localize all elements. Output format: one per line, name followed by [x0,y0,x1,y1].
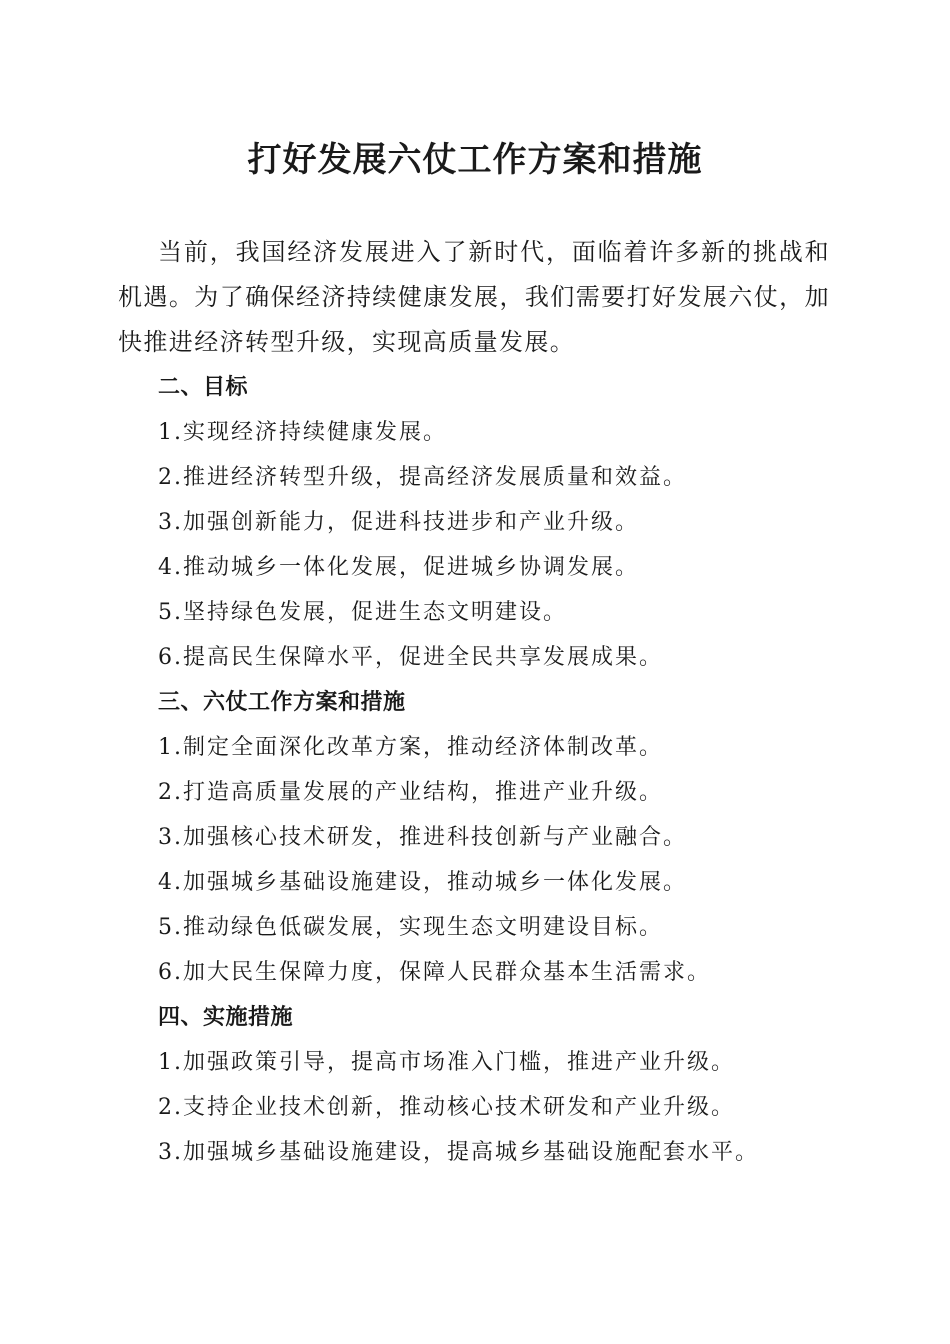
list-item: 3.加强城乡基础设施建设，提高城乡基础设施配套水平。 [158,1140,759,1165]
list-item: 2.推进经济转型升级，提高经济发展质量和效益。 [158,465,687,490]
intro-paragraph: 当前，我国经济发展进入了新时代，面临着许多新的挑战和机遇。为了确保经济持续健康发展，我们需要打好发展六仗，加快推进经济转型升级，实现高质量发展。 [118,238,830,356]
list-item: 6.加大民生保障力度，保障人民群众基本生活需求。 [158,960,711,985]
section-heading: 二、目标 [158,375,249,400]
list-item: 4.推动城乡一体化发展，促进城乡协调发展。 [158,555,639,580]
list-item: 1.制定全面深化改革方案，推动经济体制改革。 [158,735,663,760]
plans-list [118,725,830,995]
list-item: 4.加强城乡基础设施建设，推动城乡一体化发展。 [158,870,687,895]
list-item: 6.提高民生保障水平，促进全民共享发展成果。 [158,645,663,670]
goals-list [118,410,830,680]
section-implementation [118,995,830,1175]
document-body [118,230,830,1175]
list-item: 5.坚持绿色发展，促进生态文明建设。 [158,600,567,625]
implementation-list [118,1040,830,1175]
list-item: 2.打造高质量发展的产业结构，推进产业升级。 [158,780,663,805]
list-item: 2.支持企业技术创新，推动核心技术研发和产业升级。 [158,1095,735,1120]
list-item: 1.实现经济持续健康发展。 [158,420,447,445]
section-heading: 四、实施措施 [158,1005,294,1030]
list-item: 3.加强创新能力，促进科技进步和产业升级。 [158,510,639,535]
section-goals [118,365,830,680]
list-item: 1.加强政策引导，提高市场准入门槛，推进产业升级。 [158,1050,735,1075]
document-title: 打好发展六仗工作方案和措施 [247,140,703,180]
list-item: 3.加强核心技术研发，推进科技创新与产业融合。 [158,825,687,850]
section-heading: 三、六仗工作方案和措施 [158,690,406,715]
section-plans [118,680,830,995]
list-item: 5.推动绿色低碳发展，实现生态文明建设目标。 [158,915,663,940]
